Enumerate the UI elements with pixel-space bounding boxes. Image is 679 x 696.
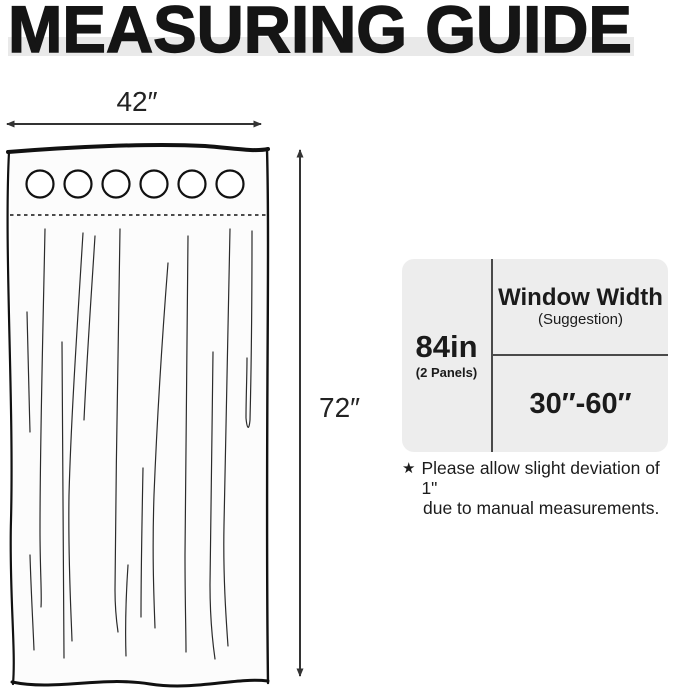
star-icon: ★	[402, 460, 416, 477]
grommet-icon	[141, 171, 168, 198]
page-title: MEASURING GUIDE	[8, 0, 632, 66]
window-width-column	[493, 259, 668, 452]
note-line-2: due to manual measurements.	[423, 498, 660, 518]
width-label: 42″	[116, 86, 158, 117]
note-text-1: Please allow slight deviation of 1"	[421, 458, 660, 498]
range-value: 30″-60″	[529, 387, 632, 420]
window-width-sub: (Suggestion)	[537, 311, 624, 329]
grommet-icon	[217, 171, 244, 198]
window-width-header	[493, 259, 668, 356]
grommet-icon	[27, 171, 54, 198]
panel-size-note: (2 Panels)	[415, 365, 478, 380]
panel-size-cell	[402, 259, 493, 452]
panel-size-value: 84in	[415, 329, 478, 364]
note-line-1	[402, 458, 676, 498]
size-table	[402, 259, 668, 452]
window-width-label: Window Width	[498, 283, 663, 311]
window-width-range	[493, 356, 668, 452]
grommet-icon	[179, 171, 206, 198]
grommet-icon	[103, 171, 130, 198]
height-label: 72″	[319, 392, 361, 423]
grommet-icon	[65, 171, 92, 198]
curtain-panel	[10, 145, 268, 682]
deviation-note	[402, 458, 676, 518]
